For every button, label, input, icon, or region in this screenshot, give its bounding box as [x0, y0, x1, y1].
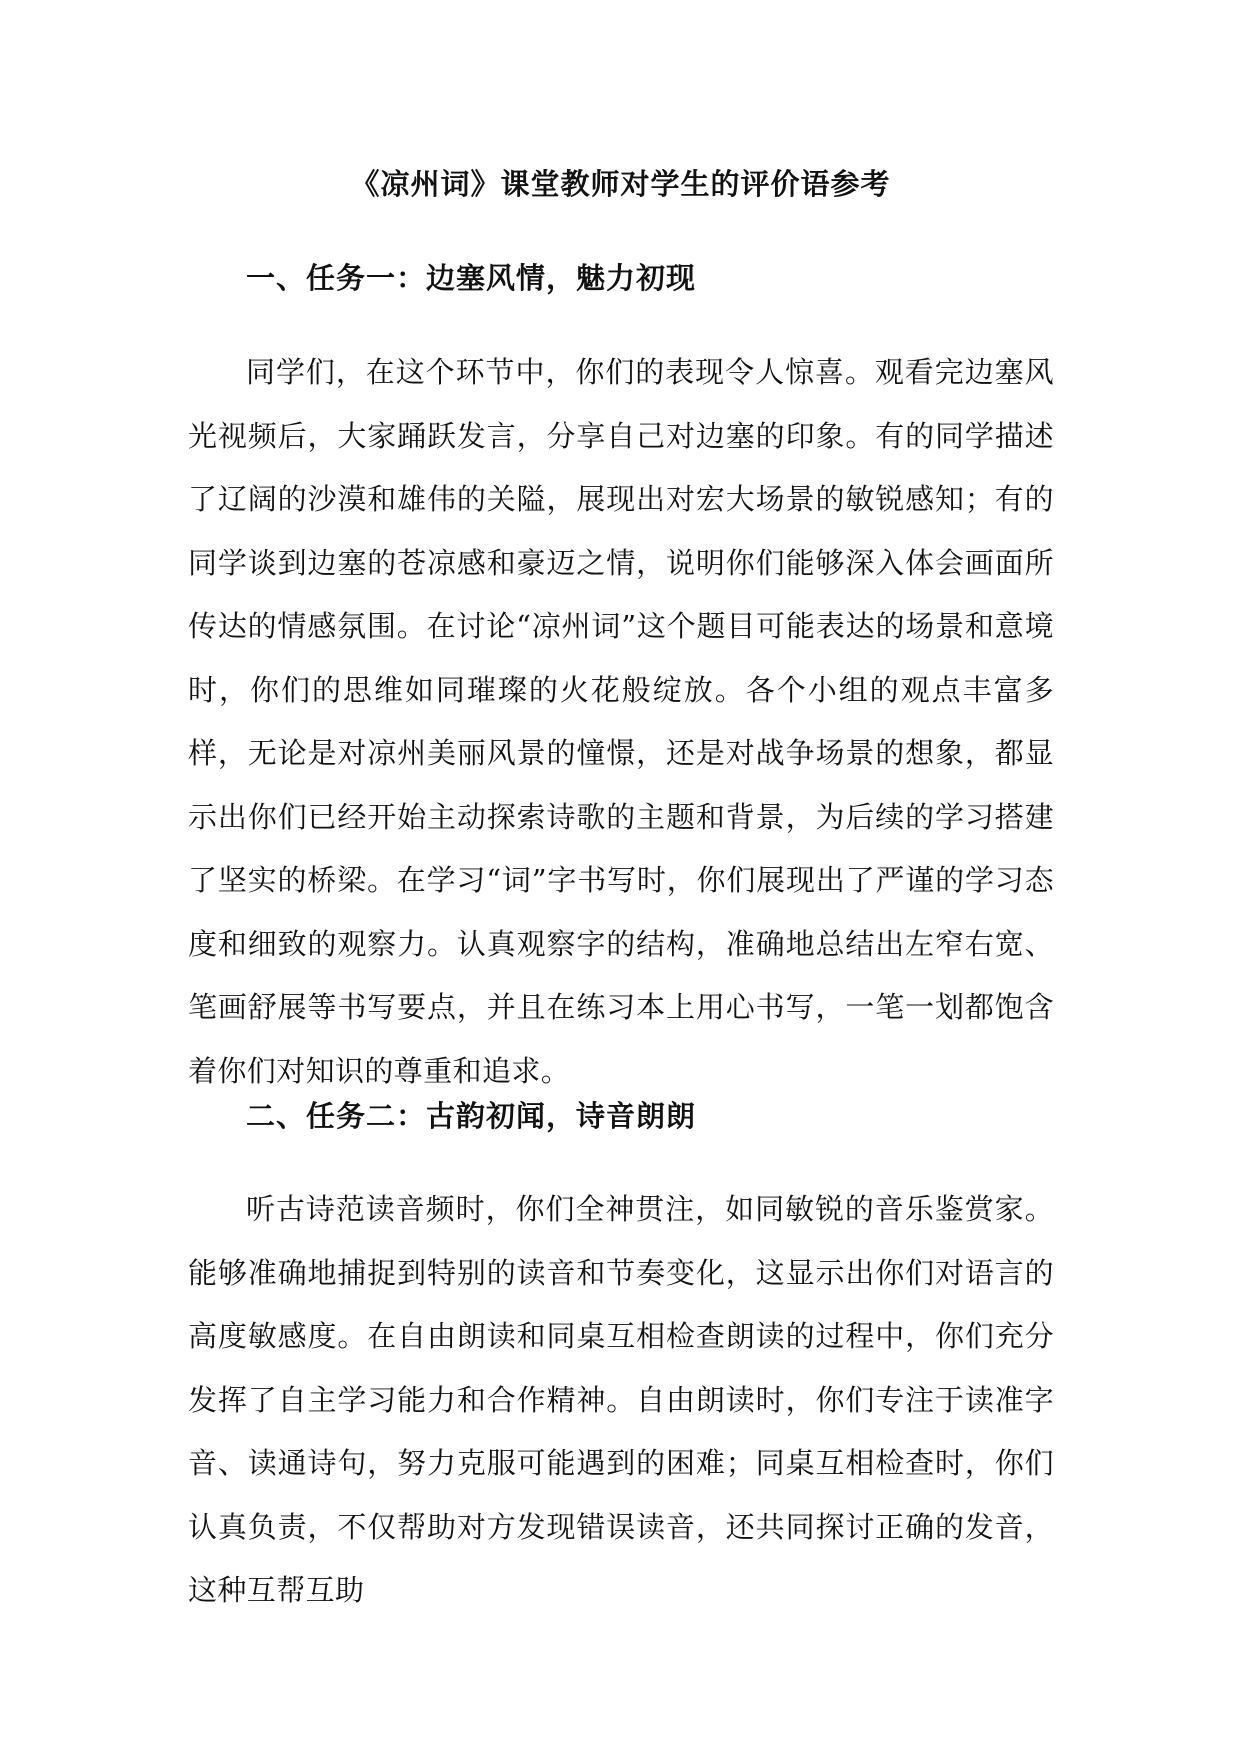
section-paragraph-task-one: 同学们，在这个环节中，你们的表现令人惊喜。观看完边塞风光视频后，大家踊跃发言，分享自己对边塞的印象。有的同学描述了辽阔的沙漠和雄伟的关隘，展现出对宏大场景的敏锐感知；有的同学谈到边塞的苍凉感和豪迈之情，说明你们能够深入体会画面所传达的情感氛围。在讨论“凉州词”这个题目可能表达的场景和意境时，你们的思维如同璀璨的火花般绽放。各个小组的观点丰富多样，无论是对凉州美丽风景的憧憬，还是对战争场景的想象，都显示出你们已经开始主动探索诗歌的主题和背景，为后续的学习搭建了坚实的桥梁。在学习“词”字书写时，你们展现出了严谨的学习态度和细致的观察力。认真观察字的结构，准确地总结出左窄右宽、笔画舒展等书写要点，并且在练习本上用心书写，一笔一划都饱含着你们对知识的尊重和追求。 — [188, 355, 1054, 1088]
section-heading-task-two: 二、任务二：古韵初闻，诗音朗朗 — [246, 1099, 697, 1133]
section-paragraph-task-two: 听古诗范读音频时，你们全神贯注，如同敏锐的音乐鉴赏家。能够准确地捕捉到特别的读音和节奏变化，这显示出你们对语言的高度敏感度。在自由朗读和同桌互相检查朗读的过程中，你们充分发挥了自主学习能力和合作精神。自由朗读时，你们专注于读准字音、读通诗句，努力克服可能遇到的困难；同桌互相检查时，你们认真负责，不仅帮助对方发现错误读音，还共同探讨正确的发音，这种互帮互助 — [188, 1192, 1054, 1607]
document-title: 《凉州词》课堂教师对学生的评价语参考 — [350, 167, 891, 201]
section-heading-task-one: 一、任务一：边塞风情，魅力初现 — [246, 261, 697, 295]
